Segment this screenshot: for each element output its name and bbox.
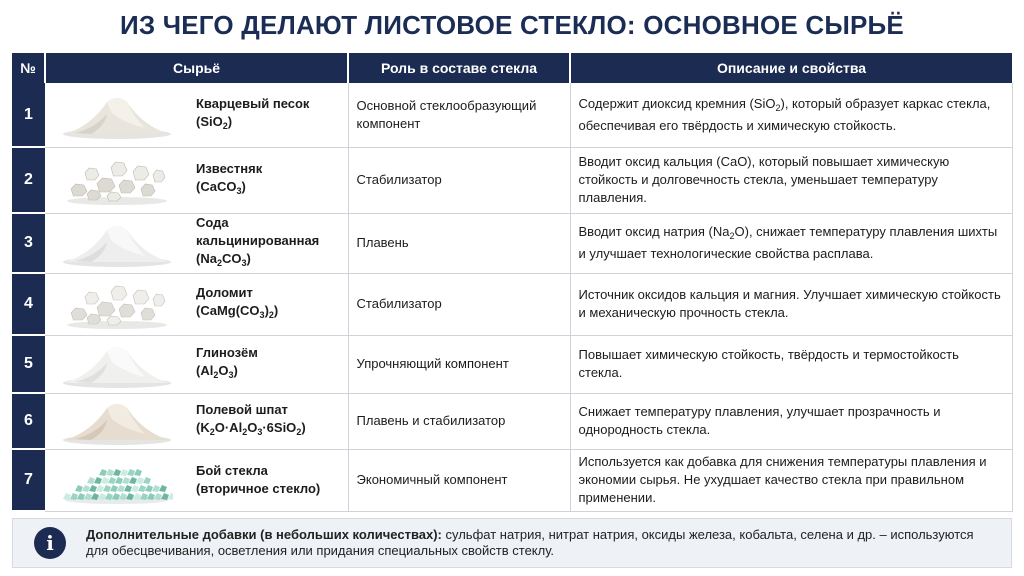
material-cell — [188, 147, 348, 213]
material-name: Известняк — [196, 161, 263, 176]
material-formula: (CaCO$_3$) — [196, 179, 246, 196]
material-cell — [188, 449, 348, 511]
formula-subscript: 3 — [257, 427, 263, 437]
role-cell: Упрочняющий компонент — [348, 335, 570, 393]
table-row — [12, 147, 1012, 213]
material-formula: $(Na_2CO_3)$ — [196, 251, 251, 268]
material-name: Сода кальцинированная — [196, 215, 320, 248]
feldspar-pile-image — [45, 393, 188, 449]
page-title: ИЗ ЧЕГО ДЕЛАЮТ ЛИСТОВОЕ СТЕКЛО: ОСНОВНОЕ СЫРЬЁ — [119, 10, 904, 40]
formula-subscript: 2 — [209, 427, 215, 437]
material-cell — [188, 335, 348, 393]
formula-subscript: 2 — [296, 427, 302, 437]
row-number: 2 — [12, 147, 45, 213]
info-bold-label: Дополнительные добавки (в небольших количествах): — [86, 527, 442, 542]
info-text — [86, 527, 996, 559]
material-formula: $(Al_2O_3)$ — [196, 363, 238, 380]
soda-ash-pile-image — [45, 213, 188, 273]
table-row — [12, 393, 1012, 449]
table-row — [12, 83, 1012, 147]
description-cell: Вводит оксид натрия $(Na_2O)$, снижает температуру плавления шихты и улучшает технологические свойства расплава. — [570, 213, 1012, 273]
info-box — [12, 518, 1012, 568]
info-icon: i — [34, 527, 66, 559]
material-name: Бой стекла — [196, 463, 268, 478]
material-cell — [188, 393, 348, 449]
formula-subscript: 3 — [236, 186, 242, 196]
description-cell: Используется как добавка для снижения температуры плавления и экономии сырья. Не ухудшает качество стекла при правильном применении. — [570, 449, 1012, 511]
row-number: 5 — [12, 335, 45, 393]
row-number: 6 — [12, 393, 45, 449]
row-number: 4 — [12, 273, 45, 335]
description-cell: Повышает химическую стойкость, твёрдость и термостойкость стекла. — [570, 335, 1012, 393]
role-cell: Экономичный компонент — [348, 449, 570, 511]
header-description: Описание и свойства — [570, 53, 1012, 83]
role-cell: Плавень — [348, 213, 570, 273]
quartz-sand-pile-image — [45, 83, 188, 147]
alumina-pile-image — [45, 335, 188, 393]
row-number: 3 — [12, 213, 45, 273]
dolomite-chunks-image — [45, 273, 188, 335]
formula-subscript: 2 — [213, 370, 219, 380]
material-formula: (вторичное стекло) — [196, 481, 321, 496]
formula-subscript: 3 — [241, 258, 247, 268]
header-material: Сырьё — [45, 53, 348, 83]
raw-materials-table — [12, 53, 1013, 512]
formula-subscript: 2 — [222, 120, 228, 131]
role-cell: Стабилизатор — [348, 273, 570, 335]
material-formula: $(CaMg(CO_3)_2)$ — [196, 303, 279, 320]
table-row — [12, 273, 1012, 335]
formula-subscript: 2 — [216, 258, 222, 268]
formula-subscript: 2 — [242, 427, 248, 437]
description-cell: Снижает температуру плавления, улучшает прозрачность и однородность стекла. — [570, 393, 1012, 449]
cullet-pile-image — [45, 449, 188, 511]
material-cell — [188, 83, 348, 147]
role-cell: Стабилизатор — [348, 147, 570, 213]
row-number: 1 — [12, 83, 45, 147]
material-name: Полевой шпат — [196, 402, 288, 417]
description-subscript: 2 — [729, 231, 735, 241]
material-formula: (SiO$_2$) — [196, 113, 233, 131]
header-role: Роль в составе стекла — [348, 53, 570, 83]
material-cell — [188, 273, 348, 335]
limestone-chunks-image — [45, 147, 188, 213]
material-name: Доломит — [196, 285, 253, 300]
role-cell: Плавень и стабилизатор — [348, 393, 570, 449]
description-subscript: 2 — [775, 102, 781, 113]
description-cell: Источник оксидов кальция и магния. Улучшает химическую стойкость и механическую прочность стекла. — [570, 273, 1012, 335]
material-cell — [188, 213, 348, 273]
table-header-row — [12, 53, 1012, 83]
row-number: 7 — [12, 449, 45, 511]
header-num: № — [12, 53, 45, 83]
table-row — [12, 335, 1012, 393]
formula-subscript: 3 — [228, 370, 234, 380]
material-name: Глинозём — [196, 345, 258, 360]
formula-subscript: 2 — [268, 310, 274, 320]
table-row — [12, 449, 1012, 511]
material-name: Кварцевый песок — [196, 95, 310, 111]
table-row — [12, 213, 1012, 273]
role-cell: Основной стеклообразующий компонент — [348, 83, 570, 147]
info-body: сульфат натрия, нитрат натрия, оксиды железа, кобальта, селена и др. – используются для обесцвечивания, осветления или придания специальных свойств стеклу. — [86, 527, 974, 558]
description-cell: Вводит оксид кальция (CaO), который повышает химическую стойкость и долговечность стекла, уменьшает температуру плавления. — [570, 147, 1012, 213]
description-cell: Содержит диоксид кремния (SiO$_2$), который образует каркас стекла, обеспечивая его твёрдость и химическую стойкость. — [570, 83, 1012, 147]
material-formula: $(K_2O\cdot Al_2O_3\cdot 6SiO_2)$ — [196, 420, 306, 437]
formula-subscript: 3 — [259, 310, 265, 320]
